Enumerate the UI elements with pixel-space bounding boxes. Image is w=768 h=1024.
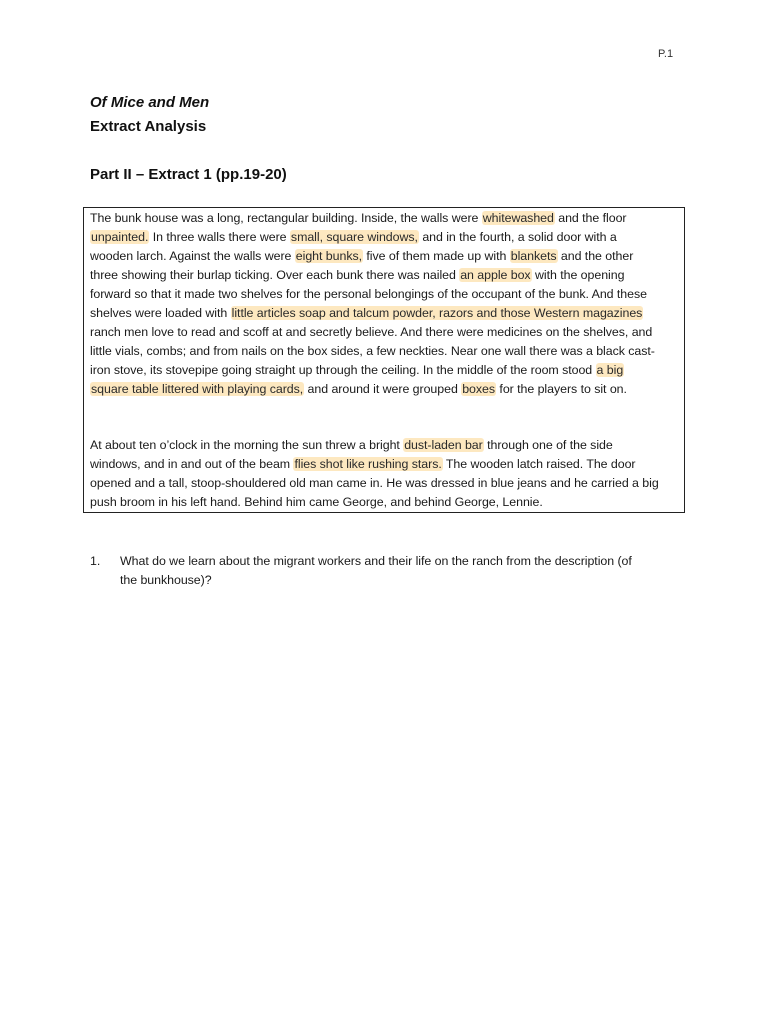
text-line: The bunk house was a long, rectangular building. Inside, the walls were whitewashed and the floor [90,211,627,225]
document-subtitle: Extract Analysis [90,118,207,135]
extract-paragraph-1 [90,209,680,399]
question-text: What do we learn about the migrant workers and their life on the ranch from the description (of the bunkhouse)? [120,554,632,587]
text-line: iron stove, its stovepipe going straight up through the ceiling. In the middle of the room stood a big [90,363,624,377]
text-line: square table littered with playing cards, and around it were grouped boxes for the players to sit on. [91,382,627,396]
text-line: little vials, combs; and from nails on the box sides, a few neckties. Near one wall there was a black cast- [90,344,655,358]
highlight: flies shot like rushing stars. [294,457,442,471]
highlight: eight bunks, [295,249,362,263]
text-line: opened and a tall, stoop-shouldered old man came in. He was dressed in blue jeans and he carried a big [90,476,659,490]
highlight: blankets [510,249,557,263]
highlight: whitewashed [482,211,554,225]
text-line: windows, and in and out of the beam flies shot like rushing stars. The wooden latch raised. The door [90,457,636,471]
document-title: Of Mice and Men [90,94,210,111]
text-line: wooden larch. Against the walls were eight bunks, five of them made up with blankets and the other [90,249,634,263]
page-number: P.1 [658,48,674,60]
text-line: three showing their burlap ticking. Over each bunk there was nailed an apple box with the opening [90,268,625,282]
text-line: shelves were loaded with little articles soap and talcum powder, razors and those Western magazines [90,306,643,320]
highlight: boxes [462,382,496,396]
text-line: forward so that it made two shelves for the personal belongings of the occupant of the bunk. And these [90,287,647,301]
text-line: At about ten o’clock in the morning the sun threw a bright dust-laden bar through one of the side [90,438,613,452]
text-line: unpainted. In three walls there were small, square windows, and in the fourth, a solid door with a [91,230,617,244]
highlight: dust-laden bar [404,438,483,452]
highlight: an apple box [460,268,531,282]
highlight: square table littered with playing cards, [91,382,304,396]
highlight: small, square windows, [290,230,418,244]
question-number: 1. [90,554,101,568]
text-line: ranch men love to read and scoff at and secretly believe. And there were medicines on the shelves, and [90,325,653,339]
highlight: unpainted. [91,230,149,244]
text-line: push broom in his left hand. Behind him came George, and behind George, Lennie. [90,495,543,509]
section-heading: Part II – Extract 1 (pp.19-20) [90,166,287,183]
extract-paragraph-2 [90,436,680,512]
highlight: little articles soap and talcum powder, razors and those Western magazines [231,306,643,320]
highlight: a big [596,363,624,377]
